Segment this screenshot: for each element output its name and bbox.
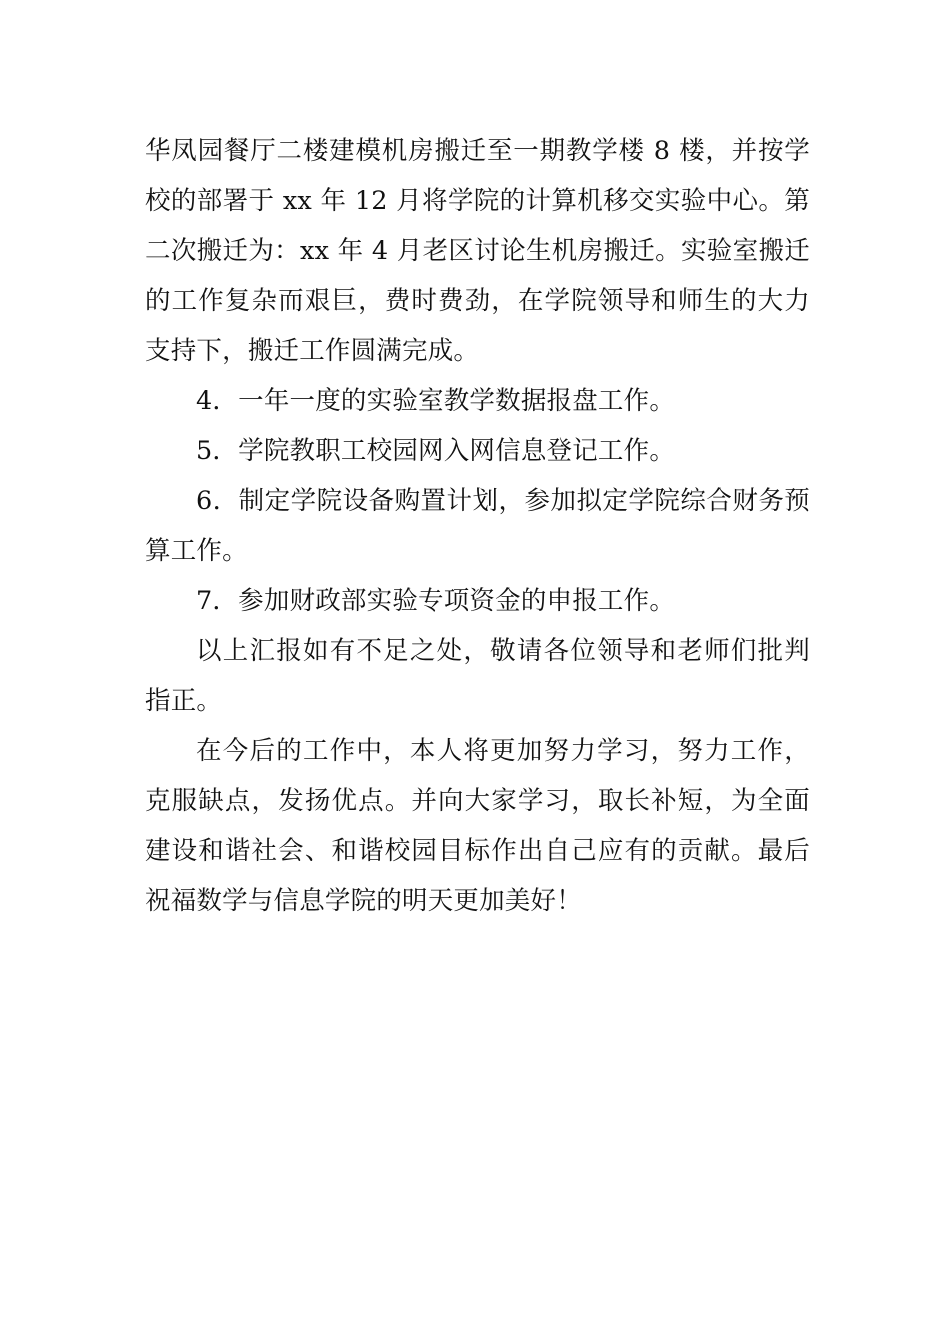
paragraph-item-4: 4．一年一度的实验室教学数据报盘工作。 bbox=[196, 386, 676, 416]
paragraph-item-5: 5．学院教职工校园网入网信息登记工作。 bbox=[196, 436, 676, 466]
paragraph-closing-remark: 以上汇报如有不足之处，敬请各位领导和老师们批判指正。 bbox=[145, 636, 810, 716]
paragraph-relocation: 华凤园餐厅二楼建模机房搬迁至一期教学楼 8 楼，并按学校的部署于 xx 年 12 月将学院的计算机移交实验中心。第二次搬迁为：xx 年 4 月老区讨论生机房搬迁。实验室搬迁的工作复杂而艰巨，费时费劲，在学院领导和师生的大力支持下，搬迁工作圆满完成。 bbox=[145, 136, 810, 366]
document-body bbox=[145, 126, 810, 926]
paragraph-future-work: 在今后的工作中，本人将更加努力学习，努力工作，克服缺点，发扬优点。并向大家学习，取长补短，为全面建设和谐社会、和谐校园目标作出自己应有的贡献。最后祝福数学与信息学院的明天更加美好！ bbox=[145, 736, 810, 916]
paragraph-item-7: 7．参加财政部实验专项资金的申报工作。 bbox=[196, 586, 676, 616]
paragraph-item-6: 6．制定学院设备购置计划，参加拟定学院综合财务预算工作。 bbox=[145, 486, 810, 566]
